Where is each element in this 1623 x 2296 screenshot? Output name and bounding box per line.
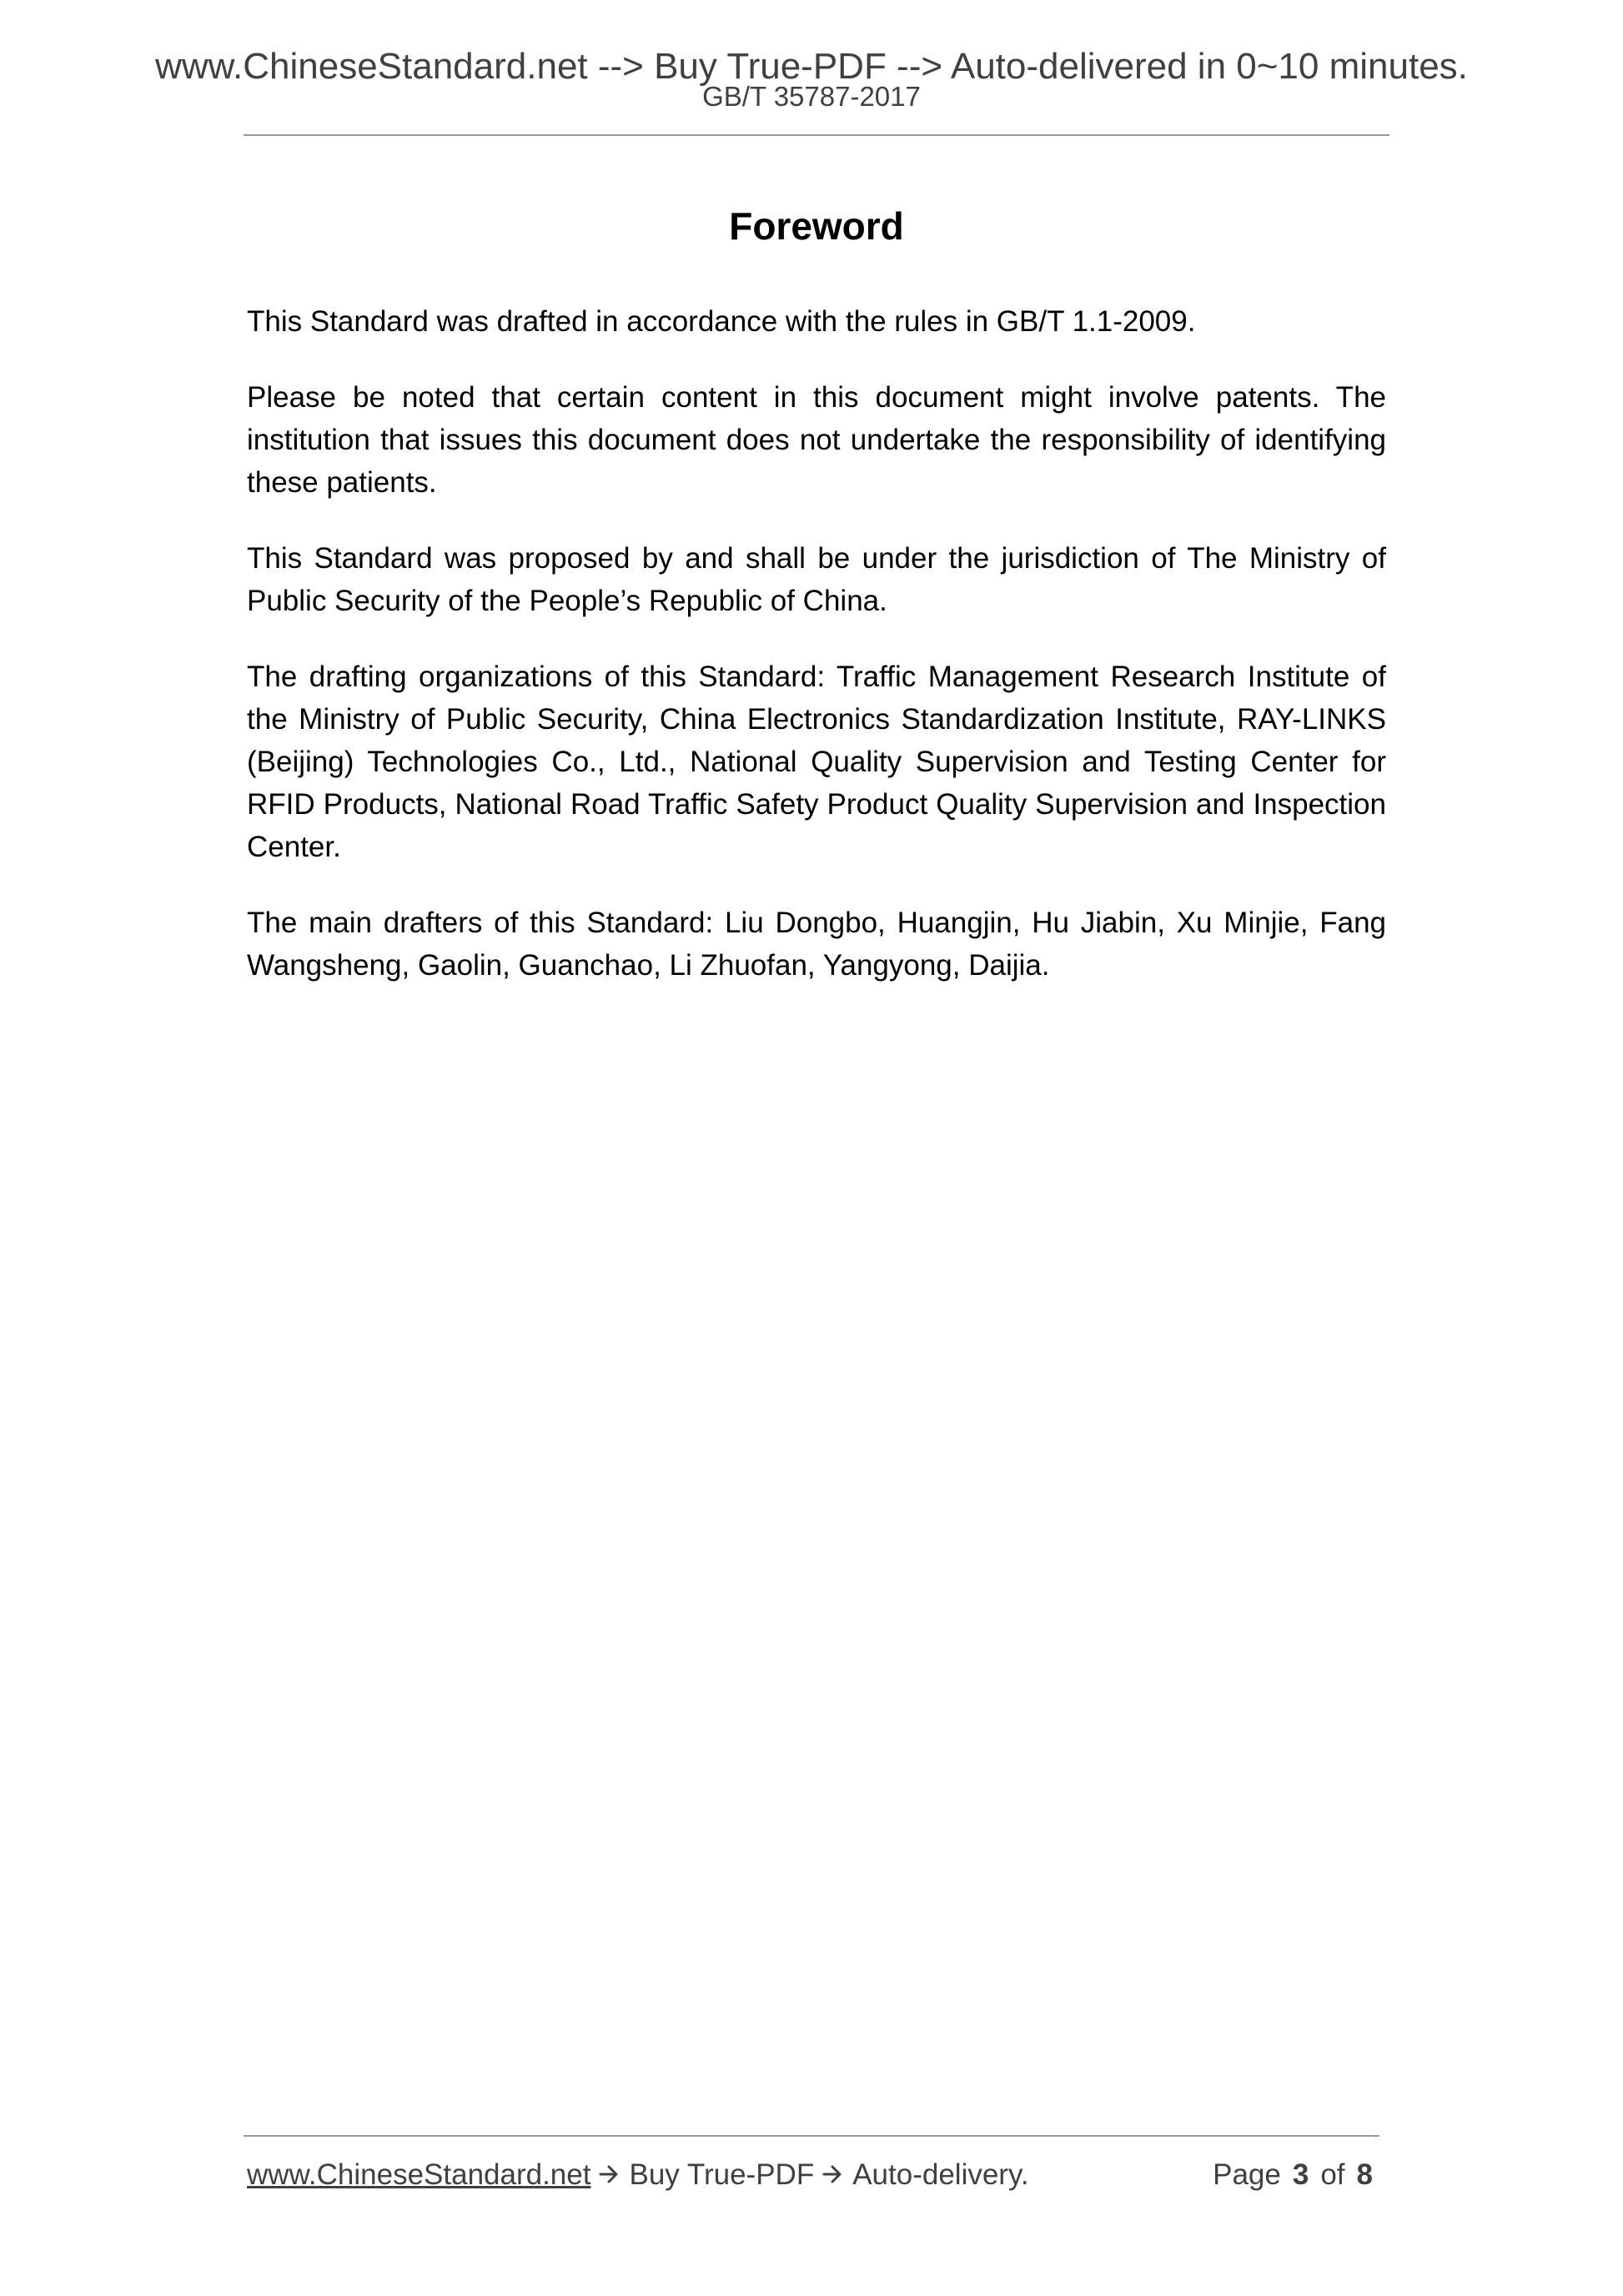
arrow-right-icon (599, 2162, 619, 2187)
document-code: GB/T 35787-2017 (702, 81, 921, 112)
paragraph-main-drafters: The main drafters of this Standard: Liu Dongbo, Huangjin, Hu Jiabin, Xu Minjie, Fang Wangsheng, Gaolin, Guanchao, Li Zhuofan, Yangyong, Daijia. (247, 907, 1386, 982)
header-divider (244, 134, 1389, 136)
page-title: Foreword (729, 204, 904, 248)
paragraph-patents-notice: Please be noted that certain content in this document might involve patents. The institution that issues this document does not undertake the responsibility of identifying these patients. (247, 381, 1386, 499)
foreword-body (247, 300, 1386, 1020)
footer-site-link[interactable]: www.ChineseStandard.net (247, 2158, 591, 2191)
footer-divider (244, 2135, 1379, 2137)
page-label: Page (1213, 2158, 1281, 2191)
footer-links (247, 2155, 1029, 2195)
page-current: 3 (1292, 2158, 1309, 2191)
paragraph-drafting-rules: This Standard was drafted in accordance with the rules in GB/T 1.1-2009. (247, 305, 1196, 338)
footer-buy-pdf-text: Buy True-PDF (629, 2158, 815, 2191)
page-total: 8 (1356, 2158, 1373, 2191)
top-banner[interactable]: www.ChineseStandard.net --> Buy True-PDF --> Auto-delivered in 0~10 minutes. (155, 46, 1468, 87)
paragraph-jurisdiction: This Standard was proposed by and shall be under the jurisdiction of The Ministry of Public Security of the People’s Republic of China. (247, 542, 1386, 617)
arrow-right-icon (822, 2162, 842, 2187)
paragraph-drafting-organizations: The drafting organizations of this Standard: Traffic Management Research Institute of the Ministry of Public Security, China Electronics Standardization Institute, RAY-LINKS (Beijing) Technologies Co., Ltd., National Quality Supervision and Testing Center for RFID Products, National Road Traffic Safety Product Quality Supervision and Inspection Center. (247, 661, 1386, 863)
footer-auto-delivery-text: Auto-delivery. (852, 2158, 1029, 2191)
page-number (1213, 2155, 1373, 2195)
page-of-label: of (1320, 2158, 1345, 2191)
